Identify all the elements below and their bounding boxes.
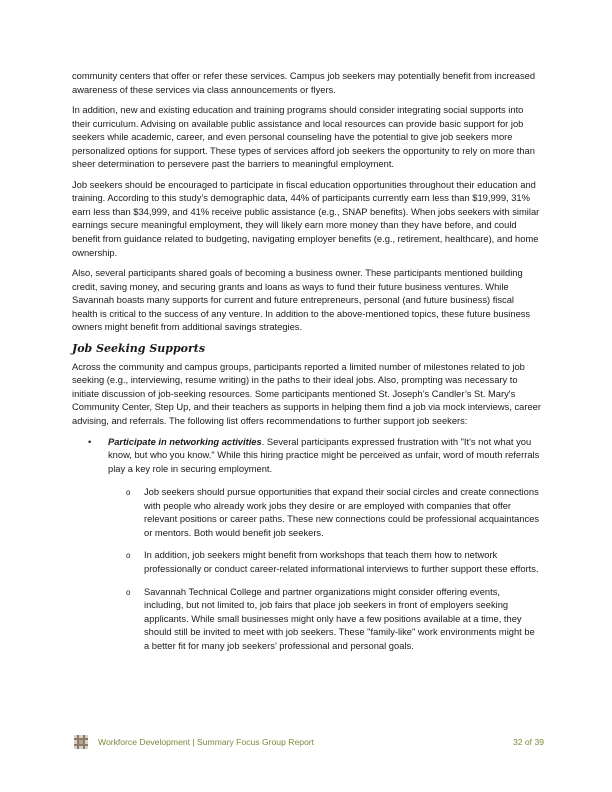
page-footer [74,735,544,753]
lattice-logo-icon [74,735,88,749]
paragraph-fiscal-education: Job seekers should be encouraged to participate in fiscal education opportunities throughout their education and training. According to this study’s demographic data, 44% of participants currently earn less than $19,999, 31% earn less than $34,999, and 41% receive public assistance (e.g., SNAP benefits). When jobs seekers with similar earnings secure meaningful employment, they will likely earn more money than they have before, and could benefit from guidance related to budgeting, navigating employer benefits (e.g., retirement, healthcare), and home ownership. [72,179,540,258]
page-number: 32 of 39 [512,737,544,747]
sub-list [108,486,542,653]
sub-list-item-text: Job seekers should pursue opportunities that expand their social circles and create connections with people who already work jobs they desire or are employed with companies that offer relevant positions or career paths. These new connections could be professional acquaintances or mentors. Both would benefit job seekers. [144,487,540,538]
recommendation-list [72,436,542,654]
sub-list-item-text: In addition, job seekers might benefit from workshops that teach them how to network professionally or conduct career-related informational interviews to further support these efforts. [144,550,539,574]
circle-bullet-icon: o [126,587,131,597]
paragraph-business-owners: Also, several participants shared goals of becoming a business owner. These participants mentioned building credit, saving money, and securing grants and loans as ways to fund their future business ventures. While Savannah boasts many supports for current and future entrepreneurs, personal (and future business) fiscal health is critical to the success of any venture. In addition to the above-mentioned topics, these future business owners might benefit from additional savings strategies. [72,268,531,333]
footer-title: Workforce Development | Summary Focus Group Report [98,737,315,747]
sub-list-item [126,486,542,540]
section-heading: Job Seeking Supports [72,341,206,355]
list-item-lead: Participate in networking activities [108,436,262,447]
circle-bullet-icon: o [126,488,131,498]
sub-list-item-text: Savannah Technical College and partner organizations might consider offering events, including, but not limited to, job fairs that place job seekers in front of employers seeking applicants. While small businesses might only have a few positions available at a time, they should still be invited to meet with job seekers. These "family-like" work environments might be a better fit for many job seekers’ professional and personal goals. [144,586,535,651]
section-intro: Across the community and campus groups, participants reported a limited number of milestones related to job seeking (e.g., interviewing, resume writing) in the paths to their ideal jobs. Also, prompting was necessary to initiate discussion of job-seeking resources. Some participants mentioned St. Joseph’s Candler’s St. Mary's Community Center, Step Up, and their teachers as supports in helping them find a job via mock interviews, career advising, and referrals. The following list offers recommendations to further support job seekers: [72,361,541,427]
list-item-text: . Several participants expressed frustration with "It's not what you know, but who you know." While this hiring practice might be perceived as unfair, word of mouth referrals play a key role in securing employment. [108,436,540,474]
paragraph-social-supports: In addition, new and existing education and training programs should consider integrating social supports into their curriculum. Advising on available public assistance and local resources can provide basic support for job seekers while academic, career, and even personal counseling have the potential to give job seekers more personalized options for support. These types of services afford job seekers the opportunity to rely on more than sheer determination to persevere past the barriers to meaningful employment. [72,105,535,170]
document-page [72,70,542,662]
sub-list-item [126,586,542,654]
circle-bullet-icon: o [126,551,131,561]
bullet-icon: • [88,436,92,447]
list-item [88,436,542,654]
paragraph-community-centers: community centers that offer or refer these services. Campus job seekers may potentially benefit from increased awareness of these services via class announcements or flyers. [72,71,536,95]
sub-list-item [126,549,542,576]
